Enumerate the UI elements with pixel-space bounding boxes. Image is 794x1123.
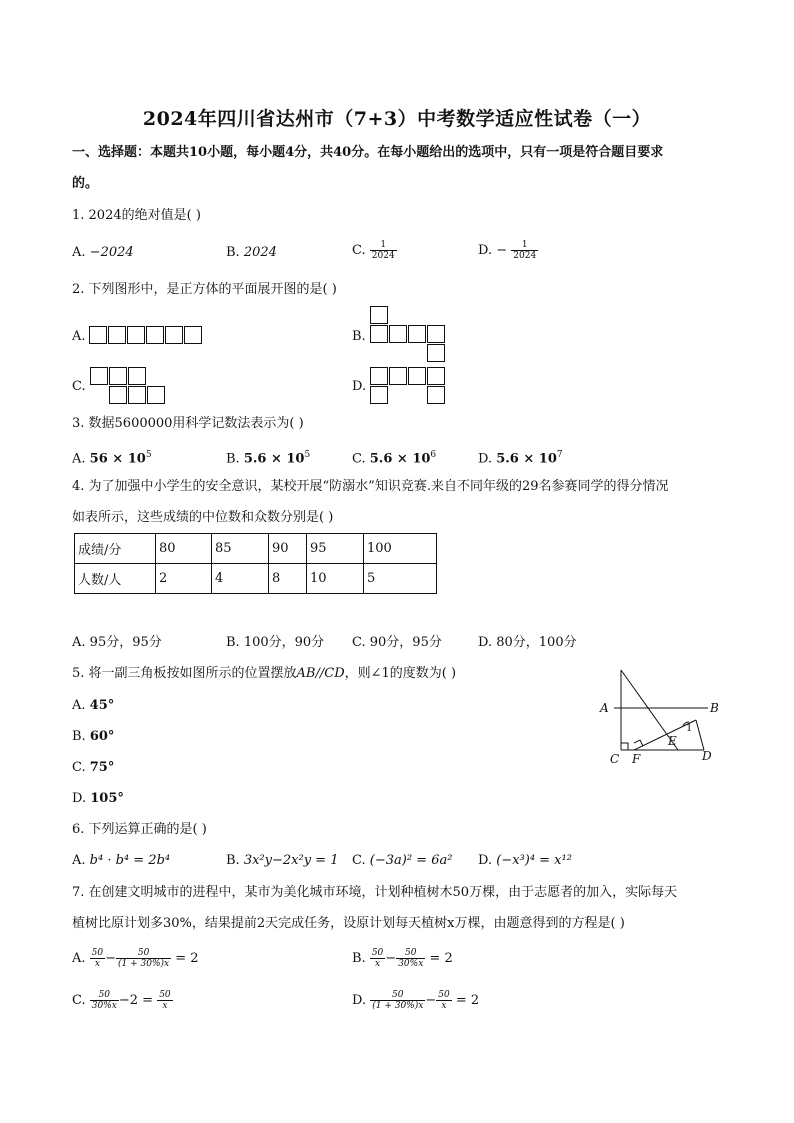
option-label: B. — [226, 451, 240, 467]
q2-option-d-label[interactable]: D. — [352, 379, 367, 394]
fraction-num: 50 — [396, 948, 425, 959]
net-square — [128, 367, 146, 385]
label-b: B — [710, 701, 719, 715]
option-text: 56 × 10 — [89, 451, 146, 467]
fraction-num: 50 — [159, 990, 171, 1000]
net-square — [389, 325, 407, 343]
minus-sign: − — [496, 243, 508, 258]
table-cell: 10 — [307, 564, 364, 594]
option-label: B. — [72, 729, 86, 744]
q1-option-b[interactable] — [226, 244, 277, 262]
net-square — [408, 367, 426, 385]
q1-option-a[interactable] — [72, 244, 134, 262]
fraction-num: 1 — [511, 240, 538, 251]
option-label: D. — [478, 853, 493, 868]
net-square — [127, 326, 145, 344]
q7-option-d[interactable] — [352, 990, 479, 1011]
option-text: b⁴ · b⁴ = 2b⁴ — [89, 853, 171, 868]
option-text: 45° — [89, 698, 115, 713]
fraction-den: 30%x — [91, 1001, 117, 1011]
option-label: A. — [72, 853, 86, 868]
table-cell: 90 — [269, 534, 307, 564]
equation-rhs: = 2 — [175, 951, 199, 966]
fraction-num: 50 — [116, 948, 171, 959]
triangle-figure — [596, 662, 726, 770]
q7-stem-cont: 植树比原计划多30%，结果提前2天完成任务，设原计划每天植树x万棵，由题意得到的方程是( ) — [72, 916, 625, 931]
fraction-num: 50 — [438, 990, 450, 1000]
q4-option-c[interactable] — [352, 634, 442, 652]
q2-stem: 2. 下列图形中，是正方体的平面展开图的是( ) — [72, 282, 337, 297]
q4-option-a[interactable] — [72, 634, 162, 652]
fraction-den: x — [375, 959, 381, 969]
right-angle-c — [621, 743, 628, 750]
option-label: B. — [226, 853, 240, 868]
label-d: D — [702, 749, 712, 763]
table-cell: 95 — [307, 534, 364, 564]
option-label: A. — [72, 698, 86, 713]
table-cell: 成绩/分 — [75, 534, 156, 564]
option-text: 3x²y−2x²y = 1 — [243, 853, 339, 868]
exponent: 5 — [304, 450, 311, 460]
q4-option-b[interactable] — [226, 634, 324, 652]
table-cell: 80 — [156, 534, 212, 564]
exponent: 5 — [145, 450, 152, 460]
net-square — [165, 326, 183, 344]
page-title: 2024年四川省达州市（7+3）中考数学适应性试卷（一） — [142, 108, 652, 130]
minus-sign: − — [425, 993, 437, 1008]
q7-option-b[interactable] — [352, 948, 453, 969]
q6-option-b[interactable] — [226, 852, 338, 870]
table-row — [75, 564, 437, 594]
exponent: 6 — [430, 450, 437, 460]
option-text: −2024 — [89, 245, 134, 260]
option-label: D. — [478, 243, 493, 258]
option-text: 75° — [89, 760, 115, 775]
fraction-den: 2024 — [371, 251, 395, 261]
q2-option-c-label[interactable]: C. — [72, 379, 86, 394]
q2-option-a-label[interactable]: A. — [72, 329, 86, 344]
fraction-den: x — [162, 1001, 168, 1011]
table-cell: 85 — [212, 534, 269, 564]
option-text: 105° — [90, 791, 124, 806]
option-text: 100分，90分 — [243, 635, 325, 650]
fraction-den: (1 + 30%)x — [118, 959, 170, 969]
q5-option-a[interactable] — [72, 697, 114, 715]
fraction — [90, 990, 119, 1011]
option-label: B. — [226, 635, 240, 650]
option-text: 5.6 × 10 — [496, 451, 557, 467]
equation-rhs: = 2 — [429, 951, 453, 966]
q6-stem: 6. 下列运算正确的是( ) — [72, 822, 207, 837]
fraction — [370, 948, 385, 969]
option-text: (−3a)² = 6a² — [369, 853, 453, 868]
label-a: A — [600, 701, 609, 715]
option-label: D. — [478, 451, 493, 467]
table-cell: 5 — [364, 564, 437, 594]
option-text: 95分，95分 — [89, 635, 162, 650]
fraction-den: 2024 — [513, 251, 537, 261]
q1-option-d[interactable] — [478, 240, 538, 261]
net-square — [108, 326, 126, 344]
right-angle-f — [634, 740, 643, 746]
net-square — [128, 386, 146, 404]
q4-stem-cont: 如表所示，这些成绩的中位数和众数分别是( ) — [72, 510, 334, 525]
net-square — [184, 326, 202, 344]
option-label: A. — [72, 951, 86, 966]
option-text: 60° — [89, 729, 115, 744]
fraction-den: x — [94, 959, 100, 969]
exponent: 7 — [556, 450, 563, 460]
q5-option-d[interactable] — [72, 790, 124, 808]
q1-option-c[interactable] — [352, 240, 397, 261]
line-ed — [696, 720, 704, 750]
option-label: C. — [352, 451, 366, 467]
net-square — [370, 367, 388, 385]
fraction — [370, 990, 425, 1011]
fraction — [370, 240, 397, 261]
q5-option-c[interactable] — [72, 759, 114, 777]
option-label: C. — [352, 635, 366, 650]
q2-option-b-label[interactable]: B. — [352, 329, 366, 344]
score-table — [74, 533, 437, 594]
section-heading-cont: 的。 — [72, 176, 99, 191]
fraction-num: 50 — [370, 990, 425, 1001]
table-cell: 人数/人 — [75, 564, 156, 594]
option-label: C. — [72, 993, 86, 1008]
label-f: F — [632, 752, 641, 766]
table-row — [75, 534, 437, 564]
option-label: D. — [72, 791, 87, 806]
stem-text: ，则∠1的度数为( ) — [344, 666, 457, 681]
net-square — [370, 306, 388, 324]
section-heading: 一、选择题：本题共10小题，每小题4分，共40分。在每小题给出的选项中，只有一项是符合题目要求 — [72, 145, 664, 160]
q4-stem: 4. 为了加强中小学生的安全意识，某校开展“防溺水”知识竞赛.来自不同年级的29名参赛同学的得分情况 — [72, 479, 669, 494]
fraction — [116, 948, 171, 969]
q7-stem: 7. 在创建文明城市的进程中，某市为美化城市环境，计划种植树木50万棵，由于志愿者的加入，实际每天 — [72, 885, 678, 900]
q3-option-b[interactable] — [226, 446, 310, 468]
option-text: 5.6 × 10 — [243, 451, 305, 467]
stem-text: 5. 将一副三角板按如图所示的位置摆放 — [72, 666, 297, 681]
option-text: 5.6 × 10 — [369, 451, 431, 467]
net-square — [370, 386, 388, 404]
table-cell: 100 — [364, 534, 437, 564]
fraction — [90, 948, 105, 969]
option-text: 2024 — [243, 245, 277, 260]
fraction — [511, 240, 538, 261]
fraction-den: 30%x — [398, 959, 424, 969]
table-cell: 4 — [212, 564, 269, 594]
stem-math: AB//CD — [296, 666, 345, 681]
option-label: C. — [72, 760, 86, 775]
net-square — [109, 367, 127, 385]
net-square — [389, 367, 407, 385]
fraction-num: 50 — [90, 990, 119, 1001]
option-label: B. — [226, 245, 240, 260]
net-square — [370, 325, 388, 343]
table-cell: 8 — [269, 564, 307, 594]
fraction-num: 1 — [370, 240, 397, 251]
net-square — [109, 386, 127, 404]
option-text: 80分，100分 — [496, 635, 577, 650]
fraction — [157, 990, 172, 1011]
q5-stem — [72, 665, 456, 683]
label-angle-1: 1 — [686, 723, 693, 734]
option-label: B. — [352, 951, 366, 966]
net-square — [427, 386, 445, 404]
option-text: 90分，95分 — [369, 635, 442, 650]
q3-stem: 3. 数据5600000用科学记数法表示为( ) — [72, 416, 304, 431]
option-label: A. — [72, 451, 86, 467]
q1-stem: 1. 2024的绝对值是( ) — [72, 208, 201, 223]
minus-sign: − — [385, 951, 397, 966]
fraction-den: (1 + 30%)x — [372, 1001, 424, 1011]
option-label: D. — [352, 993, 367, 1008]
q3-option-c[interactable] — [352, 446, 436, 468]
fraction-num: 50 — [371, 948, 384, 958]
minus-sign: − — [105, 951, 117, 966]
q6-option-a[interactable] — [72, 852, 170, 870]
net-square — [427, 344, 445, 362]
q3-option-a[interactable] — [72, 446, 152, 468]
equation-rhs: = 2 — [455, 993, 480, 1008]
net-square — [89, 326, 107, 344]
net-square — [90, 367, 108, 385]
net-square — [408, 325, 426, 343]
q5-option-b[interactable] — [72, 728, 114, 746]
q7-option-c[interactable] — [72, 990, 173, 1011]
net-square — [427, 325, 445, 343]
option-label: D. — [478, 635, 493, 650]
fraction — [396, 948, 425, 969]
q3-option-d[interactable] — [478, 446, 563, 468]
net-square — [146, 326, 164, 344]
fraction-den: x — [441, 1001, 447, 1011]
q6-option-c[interactable] — [352, 852, 452, 870]
option-label: C. — [352, 853, 366, 868]
label-c: C — [610, 752, 620, 766]
table-cell: 2 — [156, 564, 212, 594]
option-text: (−x³)⁴ = x¹² — [496, 853, 572, 868]
net-square — [427, 367, 445, 385]
q7-option-a[interactable] — [72, 948, 199, 969]
option-label: A. — [72, 245, 86, 260]
option-label: A. — [72, 635, 86, 650]
q6-option-d[interactable] — [478, 852, 572, 870]
fraction-num: 50 — [91, 948, 104, 958]
net-square — [147, 386, 165, 404]
q4-option-d[interactable] — [478, 634, 577, 652]
option-label: C. — [352, 243, 366, 258]
label-e: E — [668, 734, 677, 748]
fraction — [436, 990, 451, 1011]
equation-mid: −2 = — [118, 993, 154, 1008]
